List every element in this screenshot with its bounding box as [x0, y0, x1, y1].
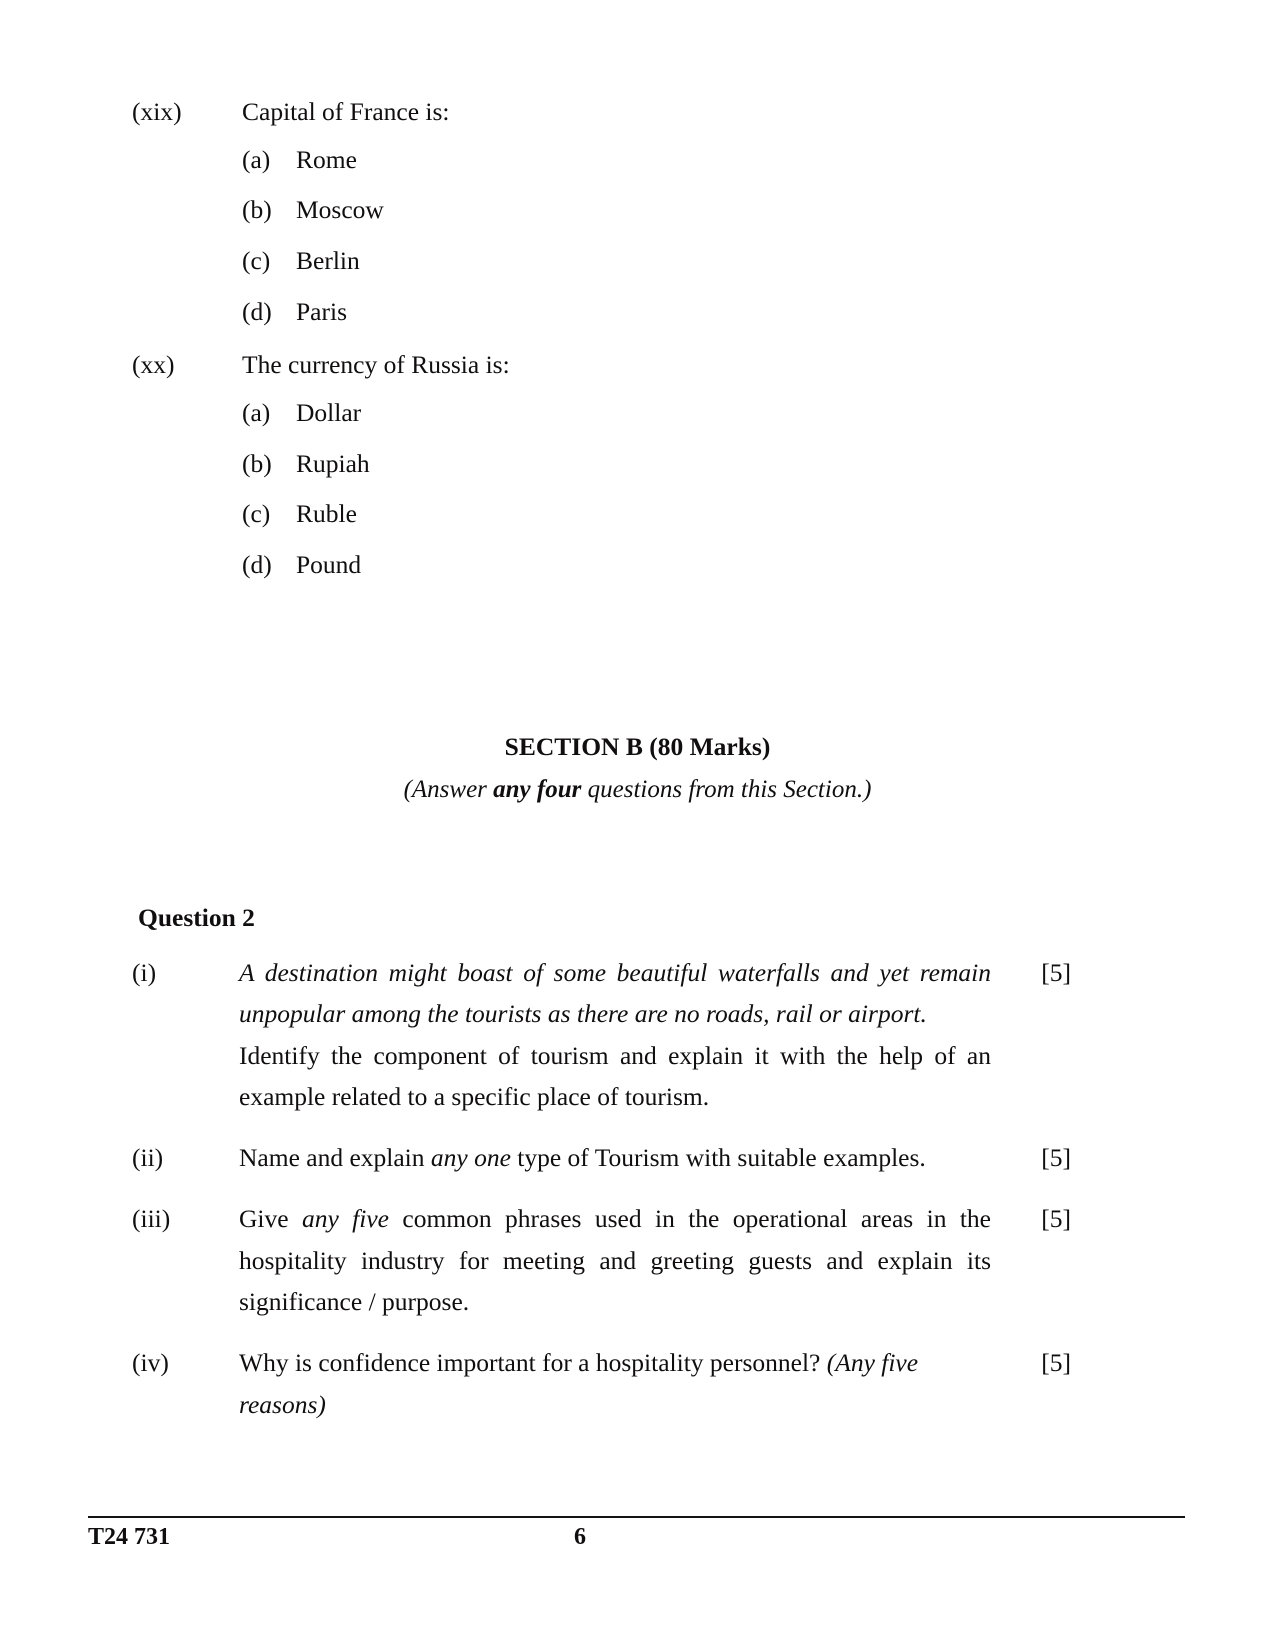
- option-letter: (d): [242, 296, 272, 326]
- option-text: Ruble: [296, 499, 357, 529]
- question-item-iii: [132, 1198, 1142, 1322]
- option-letter: (d): [242, 549, 272, 579]
- mcq-options-xx: [132, 396, 1132, 582]
- question-items: [132, 952, 1142, 1445]
- item-marks: [5]: [1041, 1204, 1071, 1234]
- item-number: (iii): [132, 1204, 171, 1234]
- section-b-instruction: [0, 776, 1275, 804]
- mcq-option: [242, 396, 1132, 430]
- footer-paper-code: T24 731: [88, 1524, 171, 1550]
- option-letter: (a): [242, 397, 271, 427]
- item-body: [239, 1137, 991, 1178]
- question-item-i: [132, 952, 1142, 1117]
- mcq-option: [242, 295, 1132, 329]
- question-item-iv: [132, 1342, 1142, 1425]
- item-emphasis: (Any five reasons): [239, 1348, 919, 1419]
- item-quote: A destination might boast of some beautiful waterfalls and yet remain unpopular among the tourists as there are no roads, rail or airport.: [239, 958, 991, 1029]
- option-text: Paris: [296, 296, 347, 326]
- footer-divider: [88, 1516, 1185, 1518]
- mcq-section: [132, 95, 1132, 599]
- instruction-suffix: questions from this Section.): [581, 776, 872, 803]
- option-letter: (b): [242, 195, 272, 225]
- mcq-item-xx: [132, 348, 1132, 382]
- question-item-ii: [132, 1137, 1142, 1178]
- mcq-stem: The currency of Russia is:: [242, 350, 510, 380]
- item-number: (iv): [132, 1348, 169, 1378]
- option-letter: (c): [242, 245, 271, 275]
- mcq-option: [242, 143, 1132, 177]
- item-text-before: Give: [239, 1204, 302, 1234]
- item-text-after: type of Tourism with suitable examples.: [510, 1143, 926, 1173]
- mcq-option: [242, 548, 1132, 582]
- mcq-option: [242, 244, 1132, 278]
- mcq-options-xix: [132, 143, 1132, 329]
- option-text: Berlin: [296, 245, 360, 275]
- mcq-item-xix: [132, 95, 1132, 129]
- mcq-option: [242, 447, 1132, 481]
- item-marks: [5]: [1041, 1348, 1071, 1378]
- section-b-heading: SECTION B (80 Marks): [504, 732, 771, 761]
- instruction-emphasis: any four: [493, 776, 582, 803]
- mcq-number: (xix): [132, 97, 182, 126]
- option-text: Rupiah: [296, 448, 370, 478]
- item-marks: [5]: [1041, 1143, 1071, 1173]
- item-body: [239, 1198, 991, 1322]
- item-emphasis: any five: [301, 1204, 389, 1234]
- item-marks: [5]: [1041, 958, 1071, 987]
- item-body: [239, 952, 991, 1117]
- mcq-stem: Capital of France is:: [242, 97, 450, 126]
- option-text: Rome: [296, 144, 357, 174]
- mcq-option: [242, 193, 1132, 227]
- item-text-after: common phrases used in the operational areas in the hospitality industry for meeting and greeting guests and explain its significance / purpose.: [239, 1204, 991, 1317]
- item-number: (ii): [132, 1143, 164, 1173]
- item-task: Identify the component of tourism and explain it with the help of an example related to a specific place of tourism.: [239, 1040, 991, 1111]
- option-letter: (c): [242, 499, 271, 529]
- option-letter: (a): [242, 144, 271, 174]
- item-text-before: Why is confidence important for a hospitality personnel?: [239, 1348, 827, 1378]
- instruction-prefix: (Answer: [403, 776, 494, 803]
- item-emphasis: any one: [430, 1143, 511, 1173]
- mcq-number: (xx): [132, 350, 175, 380]
- item-body: [239, 1342, 991, 1425]
- option-text: Pound: [296, 549, 362, 579]
- footer-page-number: 6: [574, 1524, 586, 1550]
- item-number: (i): [132, 958, 157, 987]
- option-letter: (b): [242, 448, 272, 478]
- option-text: Dollar: [296, 397, 362, 427]
- mcq-option: [242, 497, 1132, 531]
- item-text-before: Name and explain: [239, 1143, 431, 1173]
- option-text: Moscow: [296, 195, 384, 225]
- question-title: Question 2: [138, 903, 255, 932]
